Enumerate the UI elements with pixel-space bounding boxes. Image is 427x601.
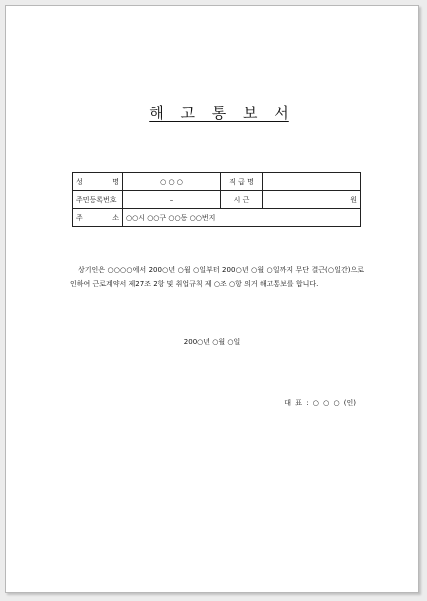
document-title: 해 고 통 보 서 [149, 104, 289, 122]
table-row [73, 191, 361, 209]
address-value: ○○시 ○○구 ○○동 ○○번지 [123, 209, 361, 227]
id-number-value: – [123, 191, 221, 209]
name-label-first: 성 [76, 177, 83, 186]
notice-date: 200○년 ○월 ○일 [183, 338, 241, 346]
department-label: 시 근 [221, 191, 263, 209]
department-value: 원 [263, 191, 361, 209]
representative-signature: 대 표 : ○ ○ ○ (인) [284, 399, 356, 407]
address-label-cell [73, 209, 123, 227]
address-label-second: 소 [112, 213, 119, 222]
employee-info-table [72, 172, 361, 227]
name-value: ○ ○ ○ [123, 173, 221, 191]
address-label-first: 주 [76, 213, 83, 222]
id-number-label: 주민등록번호 [73, 191, 123, 209]
table-row [73, 209, 361, 227]
notice-body: 상기인은 ○○○○에서 200○년 ○월 ○일부터 200○년 ○월 ○일까지 무단 결근(○일간)으로 인하여 근로계약서 제27조 2항 및 취업규칙 제 ○조 ○항 의거 해고통보를 합니다. [70, 266, 364, 288]
position-value [263, 173, 361, 191]
table-row [73, 173, 361, 191]
name-label-cell [73, 173, 123, 191]
position-label: 직 급 명 [221, 173, 263, 191]
name-label-second: 명 [112, 177, 119, 186]
document-page [5, 5, 419, 593]
